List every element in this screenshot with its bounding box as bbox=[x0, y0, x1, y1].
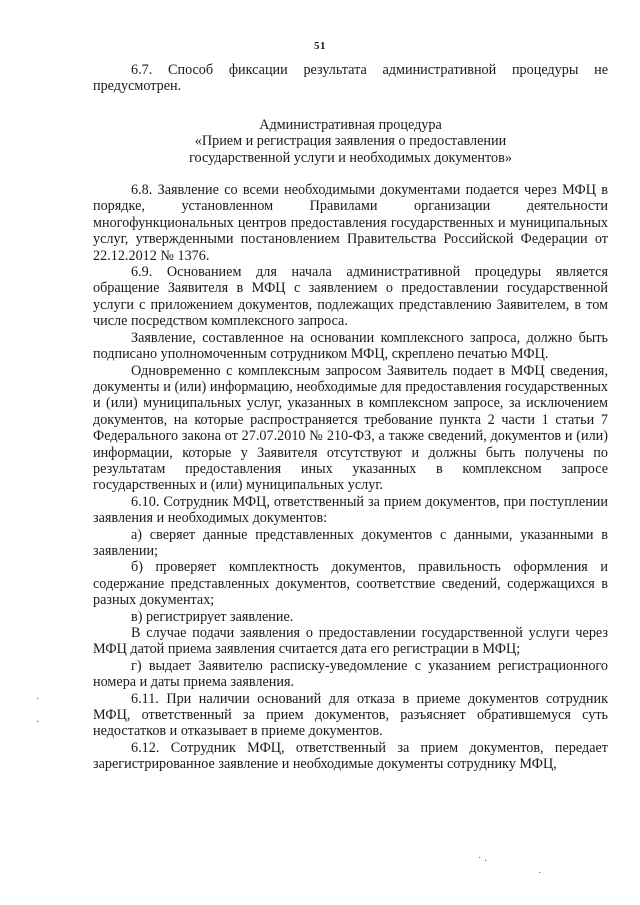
spacer bbox=[93, 95, 608, 117]
section-title-line-2: «Прием и регистрация заявления о предоставлении bbox=[194, 133, 507, 150]
paragraph-6-10: 6.10. Сотрудник МФЦ, ответственный за прием документов, при поступлении заявления и необходимых документов: bbox=[93, 493, 608, 527]
paragraph-complex-request-documents: Одновременно с комплексным запросом Заявитель подает в МФЦ сведения, документы и (или) информацию, необходимые для предоставления государственных и (или) муниципальных услуг, указанных в комплексном запросе, за исключением документов, на которые распространяется требование пункта 2 части 1 статьи 7 Федерального закона от 27.07.2010 № 210-ФЗ, а также сведений, документов и (или) информации, которые у Заявителя отсутствуют и должны быть получены по результатам предоставления иных указанных в комплексном запросе государственных и (или) муниципальных услуг. bbox=[93, 362, 608, 494]
section-title-line-3: государственной услуги и необходимых документов» bbox=[189, 149, 512, 166]
scan-artifact-dot: · bbox=[36, 694, 40, 705]
page-number: 51 bbox=[314, 40, 326, 52]
section-title bbox=[93, 117, 608, 166]
spacer bbox=[93, 166, 608, 182]
paragraph-6-12: 6.12. Сотрудник МФЦ, ответственный за прием документов, передает зарегистрированное заявление и необходимые документы сотруднику МФЦ, bbox=[93, 739, 608, 773]
paragraph-6-7: 6.7. Способ фиксации результата административной процедуры не предусмотрен. bbox=[93, 62, 608, 95]
scan-artifact-dot: · bbox=[36, 717, 40, 728]
list-item-b: б) проверяет комплектность документов, правильность оформления и содержание представленных документов, соответствие сведений, содержащихся в разных документах; bbox=[93, 559, 608, 609]
document-body bbox=[93, 62, 608, 773]
paragraph-6-9: 6.9. Основанием для начала административной процедуры является обращение Заявителя в МФЦ с заявлением о предоставлении государственной услуги с приложением документов, подлежащих представлению Заявителем, в том числе посредством комплексного запроса. bbox=[93, 264, 608, 330]
paragraph-complex-request-signature: Заявление, составленное на основании комплексного запроса, должно быть подписано уполномоченным сотрудником МФЦ, скреплено печатью МФЦ. bbox=[93, 329, 608, 363]
paragraph-registration-date: В случае подачи заявления о предоставлении государственной услуги через МФЦ датой приема заявления считается дата его регистрации в МФЦ; bbox=[93, 625, 608, 658]
scan-artifact-dot: ˙ · bbox=[478, 856, 488, 867]
scan-artifact-dot: · bbox=[538, 868, 542, 879]
section-title-line-1: Административная процедура bbox=[259, 116, 442, 133]
list-item-v: в) регистрирует заявление. bbox=[131, 608, 294, 625]
paragraph-6-11: 6.11. При наличии оснований для отказа в приеме документов сотрудник МФЦ, ответственный за прием документов, разъясняет обратившемуся суть недостатков и отказывает в приеме документов. bbox=[93, 690, 608, 740]
list-item-a: а) сверяет данные представленных документов с данными, указанными в заявлении; bbox=[93, 526, 608, 559]
list-item-g: г) выдает Заявителю расписку-уведомление с указанием регистрационного номера и даты приема заявления. bbox=[93, 657, 608, 691]
paragraph-6-8: 6.8. Заявление со всеми необходимыми документами подается через МФЦ в порядке, установленном Правилами организации деятельности многофункциональных центров предоставления государственных и муниципальных услуг, утвержденными постановлением Правительства Российской Федерации от 22.12.2012 № 1376. bbox=[93, 182, 608, 264]
